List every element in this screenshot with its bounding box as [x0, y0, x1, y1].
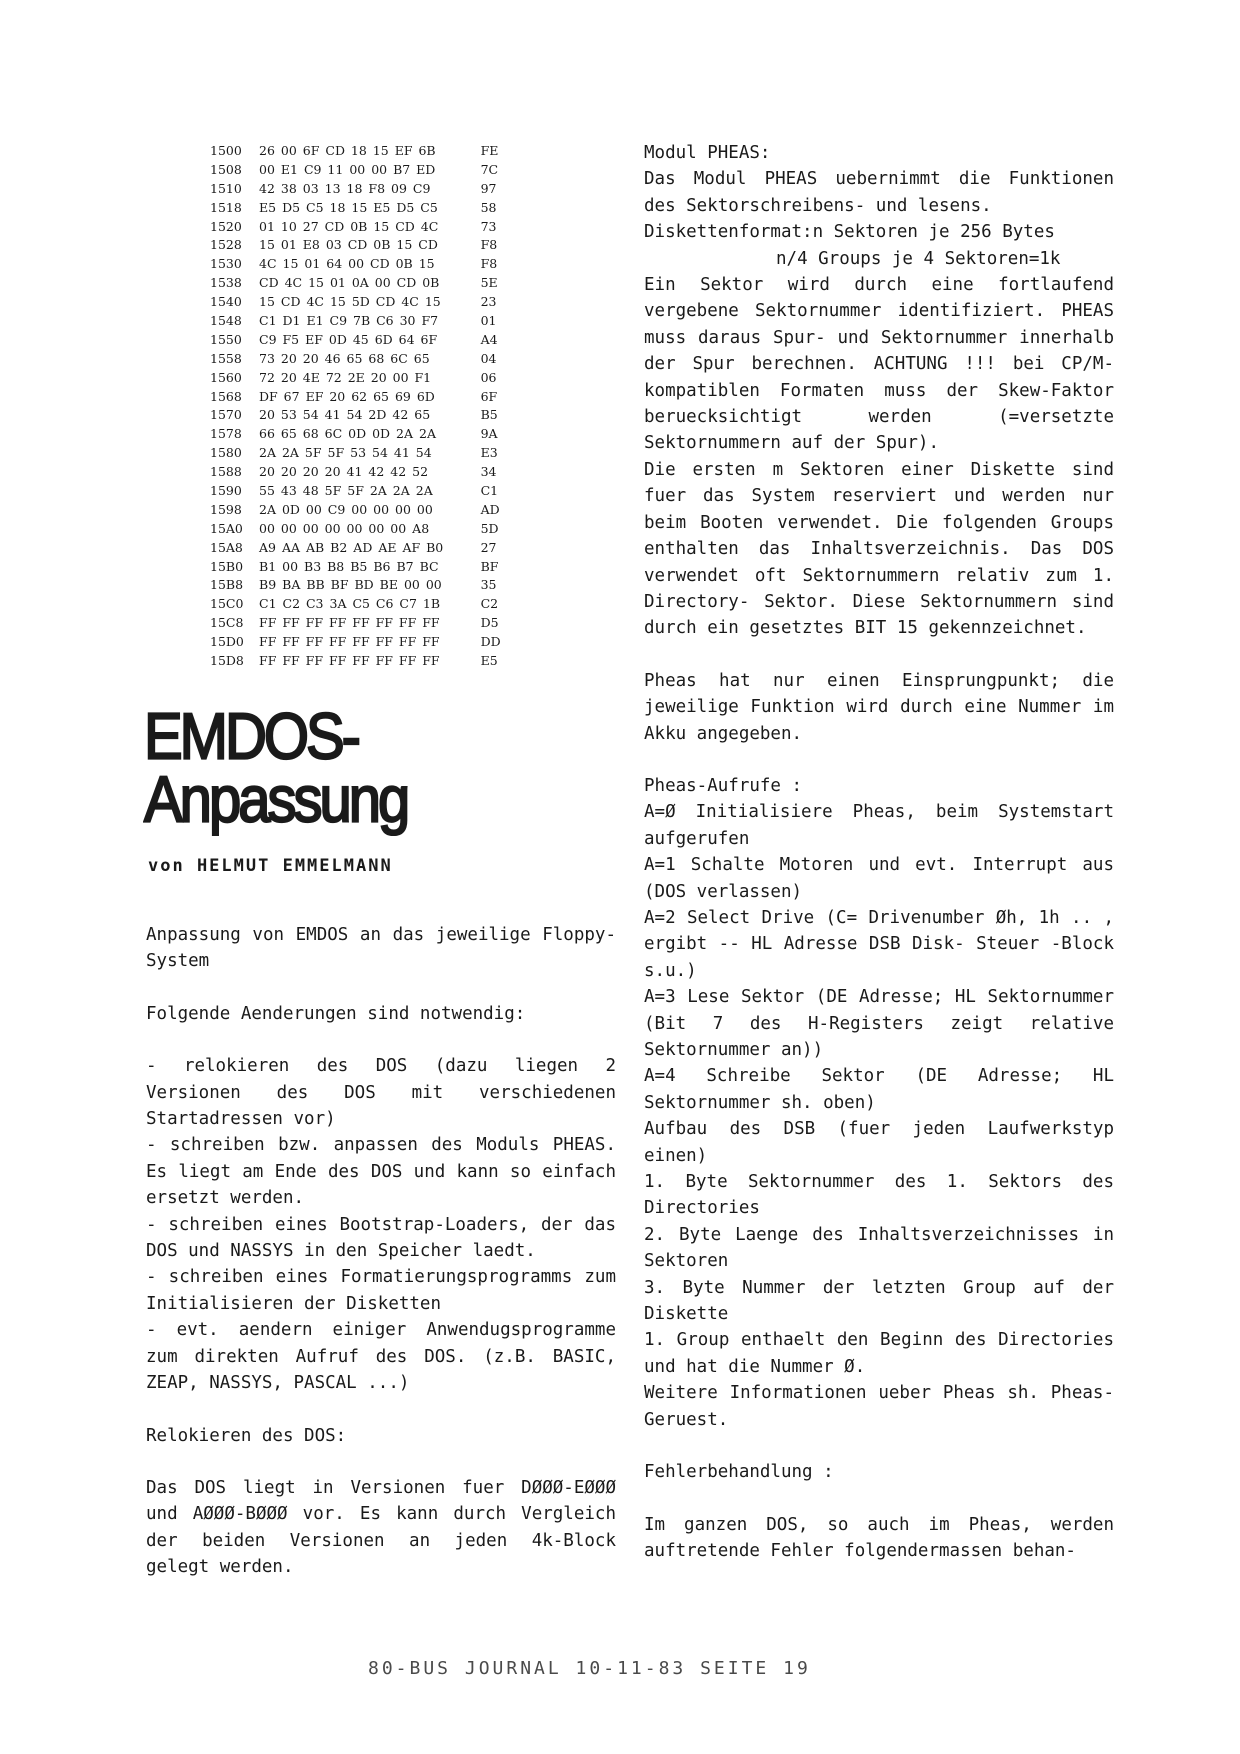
title-line-2: Anpassung [144, 763, 408, 836]
hex-row: 1578 66 65 68 6C 0D 0D 2A 2A 9A [210, 426, 498, 442]
hex-dump-listing [210, 142, 510, 671]
call-entry: A=Ø Initialisiere Pheas, beim Systemstart aufgerufen [644, 802, 1114, 849]
hex-row: 1590 55 43 48 5F 5F 2A 2A 2A C1 [210, 483, 499, 499]
hex-row: 1598 2A 0D 00 C9 00 00 00 00 AD [210, 501, 500, 517]
paragraph: Das DOS liegt in Versionen fuer DØØØ-EØØØ und AØØØ-BØØØ vor. Es kann durch Vergleich der beiden Versionen an jeden 4k-Block gelegt werden. [146, 1477, 616, 1578]
paragraph: Folgende Aenderungen sind notwendig: [146, 1003, 526, 1024]
format-line: n/4 Groups je 4 Sektoren=1k [776, 248, 1061, 269]
hex-row: 1530 4C 15 01 64 00 CD 0B 15 F8 [210, 256, 498, 272]
hex-row: 1568 DF 67 EF 20 62 65 69 6D 6F [210, 388, 498, 404]
call-entry: A=2 Select Drive (C= Drivenumber Øh, 1h .. , ergibt -- HL Adresse DSB Disk- Steuer -Block s.u.) [644, 907, 1114, 981]
paragraph: Weitere Informationen ueber Pheas sh. Pheas-Geruest. [644, 1383, 1114, 1430]
hex-row: 1540 15 CD 4C 15 5D CD 4C 15 23 [210, 294, 497, 310]
paragraph: Ein Sektor wird durch eine fortlaufend vergebene Sektornummer identifiziert. PHEAS muss daraus Spur- und Sektornummer innerhalb der Spur berechnen. ACHTUNG !!! bei CP/M-kompatiblen Formaten muss der Skew-Faktor beruecksichtigt werden (=versetzte Sektornummern auf der Spur). [644, 275, 1114, 454]
hex-row: 15B8 B9 BA BB BF BD BE 00 00 35 [210, 577, 497, 593]
paragraph: Das Modul PHEAS uebernimmt die Funktionen des Sektorschreibens- und lesens. [644, 169, 1114, 216]
paragraph: Die ersten m Sektoren einer Diskette sind fuer das System reserviert und werden nur beim Booten verwendet. Die folgenden Groups enthalten das Inhaltsverzeichnis. Das DOS verwendet oft Sektornummern relativ zum 1. Directory- Sektor. Diese Sektornummern sind durch ein gesetztes BIT 15 gekennzeichnet. [644, 459, 1114, 639]
article-title [144, 700, 564, 836]
list-item: - schreiben bzw. anpassen des Moduls PHEAS. Es liegt am Ende des DOS und kann so einfach ersetzt werden. [146, 1135, 616, 1209]
byte-entry: 1. Byte Sektornummer des 1. Sektors des Directories [644, 1172, 1114, 1219]
section-heading: Relokieren des DOS: [146, 1425, 347, 1446]
paragraph: Anpassung von EMDOS an das jeweilige Floppy-System [146, 925, 616, 972]
hex-row: 1588 20 20 20 20 41 42 42 52 34 [210, 464, 497, 480]
hex-row: 1570 20 53 54 41 54 2D 42 65 B5 [210, 407, 498, 423]
format-line: Diskettenformat:n Sektoren je 256 Bytes [644, 222, 1055, 243]
list-item: - relokieren des DOS (dazu liegen 2 Versionen des DOS mit verschiedenen Startadressen vor) [146, 1056, 616, 1130]
hex-row: 1528 15 01 E8 03 CD 0B 15 CD F8 [210, 237, 498, 253]
hex-row: 15B0 B1 00 B3 B8 B5 B6 B7 BC BF [210, 558, 499, 574]
title-line-1: EMDOS- [144, 700, 358, 774]
page-footer: 80-BUS JOURNAL 10-11-83 SEITE 19 [368, 1658, 811, 1679]
hex-row: 1508 00 E1 C9 11 00 00 B7 ED 7C [210, 161, 499, 177]
left-column [146, 922, 616, 1581]
author-byline: von HELMUT EMMELMANN [148, 856, 393, 876]
list-item: - evt. aendern einiger Anwendugsprogramme zum direkten Aufruf des DOS. (z.B. BASIC, ZEAP, NASSYS, PASCAL ...) [146, 1320, 616, 1394]
byte-entry: 2. Byte Laenge des Inhaltsverzeichnisses in Sektoren [644, 1224, 1114, 1272]
hex-row: 15C0 C1 C2 C3 3A C5 C6 C7 1B C2 [210, 596, 499, 612]
paragraph: Pheas hat nur einen Einsprungpunkt; die jeweilige Funktion wird durch eine Nummer im Akku angegeben. [644, 670, 1114, 744]
section-heading: Modul PHEAS: [644, 143, 771, 163]
hex-row: 1580 2A 2A 5F 5F 53 54 41 54 E3 [210, 445, 498, 461]
paragraph: Im ganzen DOS, so auch im Pheas, werden auftretende Fehler folgendermassen behan- [644, 1514, 1114, 1561]
paragraph: 1. Group enthaelt den Beginn des Directories und hat die Nummer Ø. [644, 1330, 1114, 1377]
hex-row: 15D0 FF FF FF FF FF FF FF FF DD [210, 634, 501, 650]
hex-row: 1548 C1 D1 E1 C9 7B C6 30 F7 01 [210, 313, 497, 329]
hex-row: 1518 E5 D5 C5 18 15 E5 D5 C5 58 [210, 199, 497, 215]
call-entry: A=1 Schalte Motoren und evt. Interrupt aus (DOS verlassen) [644, 855, 1114, 902]
list-item: - schreiben eines Bootstrap-Loaders, der das DOS und NASSYS in den Speicher laedt. [146, 1214, 616, 1262]
section-heading: Fehlerbehandlung : [644, 1462, 834, 1483]
hex-row: 15A0 00 00 00 00 00 00 00 A8 5D [210, 520, 499, 536]
hex-row: 1558 73 20 20 46 65 68 6C 65 04 [210, 350, 497, 366]
paragraph: Aufbau des DSB (fuer jeden Laufwerkstyp einen) [644, 1119, 1114, 1166]
hex-row: 1538 CD 4C 15 01 0A 00 CD 0B 5E [210, 275, 498, 291]
hex-row: 1510 42 38 03 13 18 F8 09 C9 97 [210, 180, 497, 196]
right-column [644, 140, 1114, 1564]
call-entry: A=3 Lese Sektor (DE Adresse; HL Sektornummer (Bit 7 des H-Registers zeigt relative Sektornummer an)) [644, 987, 1114, 1060]
byte-entry: 3. Byte Nummer der letzten Group auf der Diskette [644, 1277, 1114, 1325]
call-entry: A=4 Schreibe Sektor (DE Adresse; HL Sektornummer sh. oben) [644, 1066, 1114, 1113]
hex-row: 1550 C9 F5 EF 0D 45 6D 64 6F A4 [210, 331, 498, 347]
hex-row: 1560 72 20 4E 72 2E 20 00 F1 06 [210, 369, 497, 385]
hex-row: 15C8 FF FF FF FF FF FF FF FF D5 [210, 615, 499, 631]
hex-row: 15D8 FF FF FF FF FF FF FF FF E5 [210, 653, 498, 669]
hex-row: 1500 26 00 6F CD 18 15 EF 6B FE [210, 143, 499, 158]
section-heading: Pheas-Aufrufe : [644, 775, 803, 796]
list-item: - schreiben eines Formatierungsprogramms zum Initialisieren der Disketten [146, 1267, 616, 1314]
hex-row: 1520 01 10 27 CD 0B 15 CD 4C 73 [210, 218, 497, 234]
hex-row: 15A8 A9 AA AB B2 AD AE AF B0 27 [210, 539, 497, 555]
